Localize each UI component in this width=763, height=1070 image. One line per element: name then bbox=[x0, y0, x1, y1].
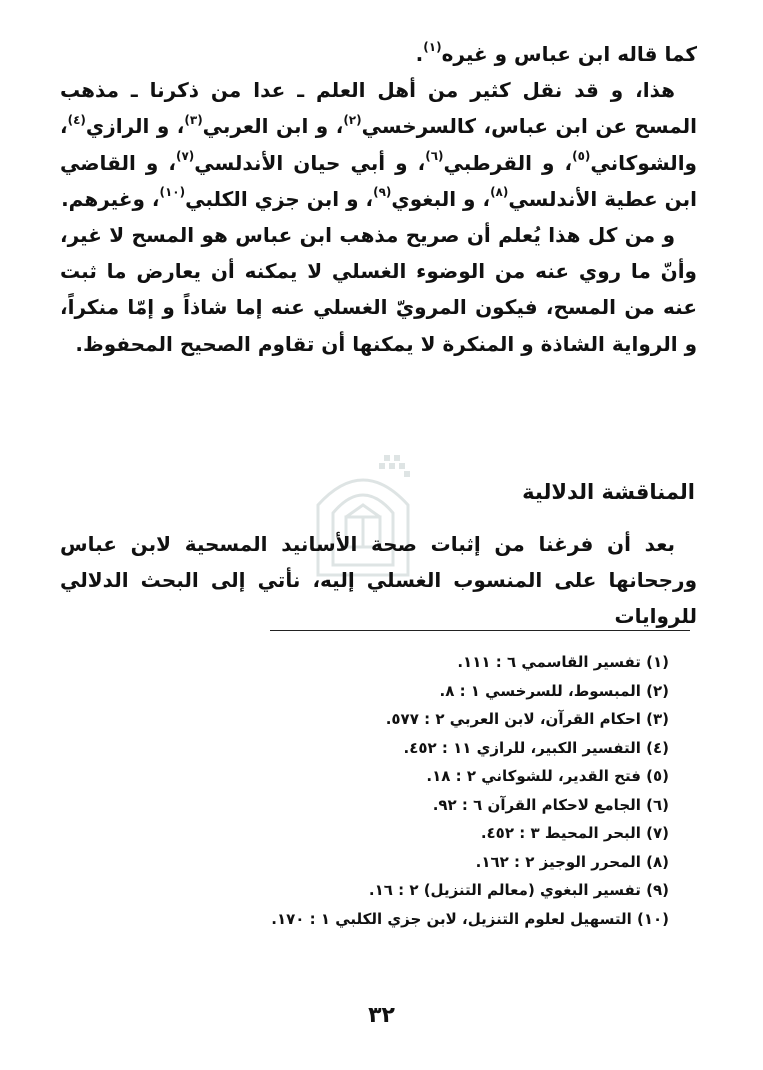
text-run: كما قاله ابن عباس و غيره bbox=[441, 42, 697, 66]
footnote-6: (٦) الجامع لاحكام القرآن ٦ : ٩٢. bbox=[432, 795, 669, 814]
text-run: ، و أبي حيان الأندلسي bbox=[194, 150, 426, 175]
footnote-4: (٤) التفسير الكبير، للرازي ١١ : ٤٥٢. bbox=[403, 738, 669, 757]
text-run: ، و القاضي ابن عطية الأندلسي bbox=[60, 150, 697, 211]
footnote-1: (١) تفسير القاسمي ٦ : ١١١. bbox=[457, 653, 669, 671]
footnote-marker: (١٠) bbox=[159, 185, 186, 200]
text-run: ، و القرطبي bbox=[443, 150, 573, 175]
paragraph-1 bbox=[60, 36, 697, 72]
footnote-marker: (٣) bbox=[184, 112, 203, 127]
footnote-3: (٣) احكام القرآن، لابن العربي ٢ : ٥٧٧. bbox=[385, 710, 669, 728]
footnote-divider bbox=[270, 630, 690, 631]
footnote-5: (٥) فتح القدير، للشوكاني ٢ : ١٨. bbox=[426, 767, 669, 785]
footnote-marker: (٩) bbox=[373, 185, 392, 200]
page-number: ٣٢ bbox=[368, 1003, 395, 1028]
footnote-2: (٢) المبسوط، للسرخسي ١ : ٨. bbox=[439, 681, 669, 700]
text-run: ، والشوكاني bbox=[60, 114, 697, 175]
text-run: ، و ابن جزي الكلبي bbox=[185, 186, 374, 211]
text-run: و من كل هذا يُعلم أن صريح مذهب ابن عباس هو المسح لا غير، وأنّ ما روي عنه من الوضوء الغسلي لا يمكنه أن يعارض ما ثبت عنه من المسح، فيكون المرويّ الغسلي عنه إما شاذاً و إمّا منكراً، و الرواية الشاذة و المنكرة لا يمكنها أن تقاوم الصحيح المحفوظ. bbox=[60, 223, 697, 356]
footnote-marker: (٨) bbox=[490, 185, 509, 200]
footnote-marker: (٤) bbox=[67, 112, 86, 127]
main-text bbox=[60, 36, 697, 362]
text-run: ، و ابن العربي bbox=[202, 114, 344, 139]
footnote-10: (١٠) التسهيل لعلوم التنزيل، لابن جزي الكلبي ١ : ١٧٠. bbox=[271, 909, 669, 928]
paragraph-4: بعد أن فرغنا من إثبات صحة الأسانيد المسحية لابن عباس ورجحانها على المنسوب الغسلي إليه، نأتي إلى البحث الدلالي للروايات bbox=[60, 532, 697, 629]
main-text-continued bbox=[60, 526, 697, 635]
footnote-marker: (٧) bbox=[175, 148, 195, 163]
footnote-9: (٩) تفسير البغوي (معالم التنزيل) ٢ : ١٦. bbox=[368, 881, 669, 899]
footnote-marker: (٥) bbox=[572, 148, 591, 163]
paragraph-2 bbox=[60, 72, 697, 217]
text-run: ، وغيرهم. bbox=[61, 186, 160, 211]
footnotes bbox=[150, 648, 669, 933]
footnote-marker: (١) bbox=[423, 40, 442, 55]
section-heading: المناقشة الدلالية bbox=[522, 480, 695, 504]
text-run: هذا، و قد نقل كثير من أهل العلم ـ عدا من ذكرنا ـ مذهب المسح عن ابن عباس، كالسرخسي bbox=[60, 78, 698, 139]
footnote-marker: (٢) bbox=[343, 112, 362, 127]
paragraph-3 bbox=[60, 217, 697, 362]
footnote-8: (٨) المحرر الوجيز ٢ : ١٦٢. bbox=[475, 852, 669, 871]
text-run: ، و البغوي bbox=[391, 186, 491, 211]
text-run: ، و الرازي bbox=[85, 114, 185, 139]
footnote-marker: (٦) bbox=[425, 148, 444, 163]
text-run: . bbox=[415, 42, 424, 66]
footnote-7: (٧) البحر المحيط ٣ : ٤٥٢. bbox=[480, 824, 669, 842]
